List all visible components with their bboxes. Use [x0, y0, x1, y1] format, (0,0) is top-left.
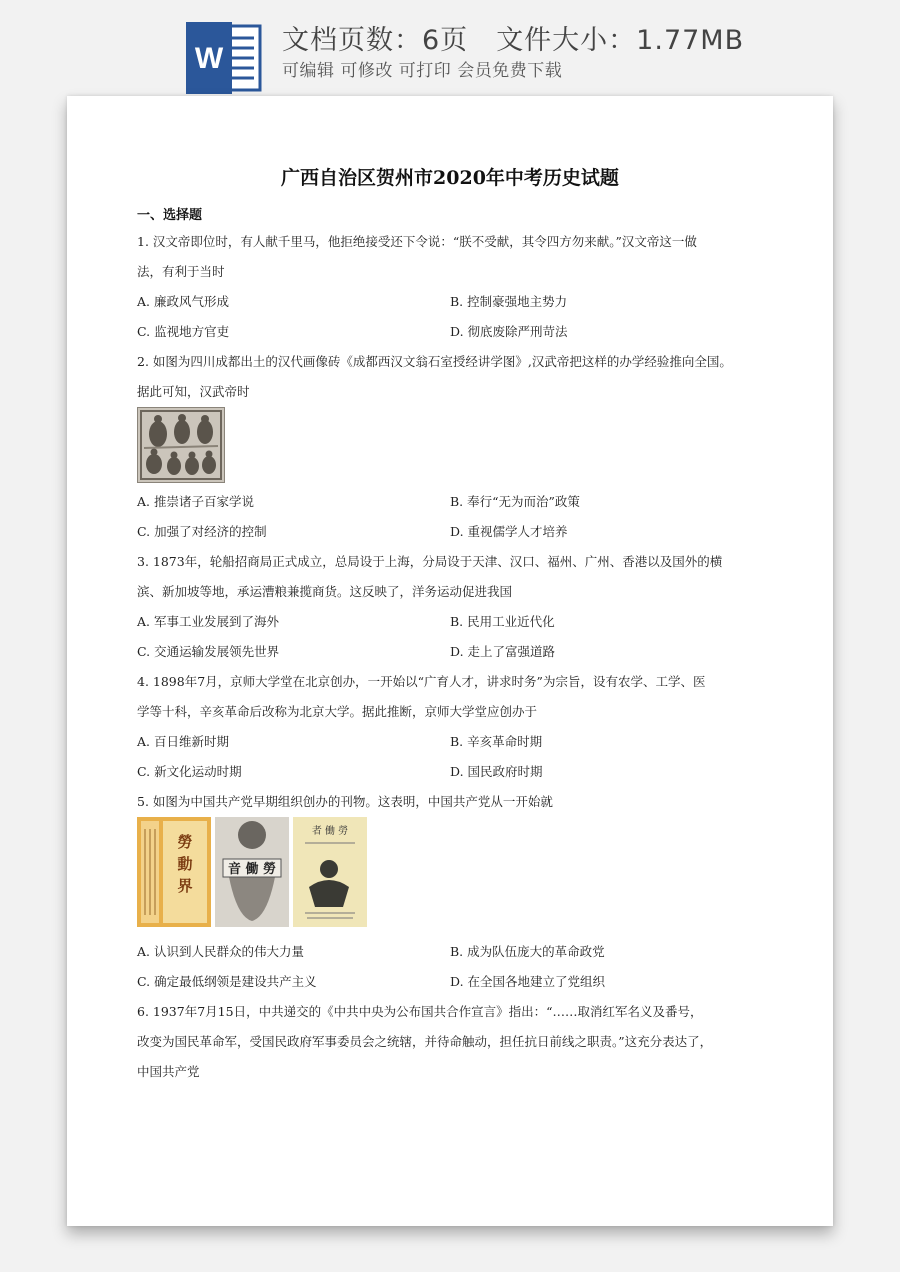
section-title: 一、选择题	[137, 208, 203, 223]
question-1-option-a: A. 廉政风气形成	[137, 294, 229, 309]
question-2-option-b: B. 奉行“无为而治”政策	[450, 494, 580, 509]
question-3-option-a: A. 军事工业发展到了海外	[137, 614, 279, 629]
magazine-1-char-1: 勞	[177, 833, 193, 851]
question-6-line-2: 改变为国民革命军，受国民政府军事委员会之统辖，并待命触动，担任抗日前线之职责。”这充分表达了，	[137, 1034, 713, 1049]
question-2-line-1: 2. 如图为四川成都出土的汉代画像砖《成都西汉文翁石室授经讲学图》,汉武帝把这样的办学经验推向全国。	[137, 354, 732, 369]
file-size: 文件大小：1.77MB	[496, 25, 745, 56]
question-5-option-c: C. 确定最低纲领是建设共产主义	[137, 974, 317, 989]
question-4-line-1: 4. 1898年7月，京师大学堂在北京创办，一开始以“广育人才，讲求时务”为宗旨，设有农学、工学、医	[137, 674, 706, 689]
question-6-line-3: 中国共产党	[137, 1064, 200, 1079]
magazine-2-title: 音 働 勞	[227, 862, 277, 877]
question-6-line-1: 6. 1937年7月15日，中共递交的《中共中央为公布国共合作宣言》指出：“……取消红军名义及番号，	[137, 1004, 703, 1019]
document-page	[67, 96, 833, 1226]
question-3-option-d: D. 走上了富强道路	[450, 644, 556, 659]
question-1-option-b: B. 控制豪强地主势力	[450, 294, 568, 309]
magazine-1-char-3: 界	[177, 877, 193, 895]
page-count: 文档页数：6页	[282, 25, 469, 56]
question-2-option-a: A. 推崇诸子百家学说	[137, 494, 254, 509]
magazine-3-title: 者 働 勞	[311, 826, 349, 837]
question-1-line-1: 1. 汉文帝即位时，有人献千里马，他拒绝接受还下令说：“朕不受献，其令四方勿来献。”汉文帝这一做	[137, 234, 697, 249]
question-4-line-2: 学等十科，辛亥革命后改称为北京大学。据此推断，京师大学堂应创办于	[137, 704, 538, 719]
question-1-option-d: D. 彻底废除严刑苛法	[450, 324, 568, 339]
question-5-option-a: A. 认识到人民群众的伟大力量	[137, 944, 304, 959]
question-5-line-1: 5. 如图为中国共产党早期组织创办的刊物。这表明，中国共产党从一开始就	[137, 794, 553, 809]
question-2-option-d: D. 重视儒学人才培养	[450, 524, 568, 539]
file-info	[282, 18, 744, 57]
question-3-option-b: B. 民用工业近代化	[450, 614, 555, 629]
question-5-option-d: D. 在全国各地建立了党组织	[450, 974, 606, 989]
word-icon-letter: W	[194, 42, 224, 75]
question-4-option-a: A. 百日维新时期	[137, 734, 229, 749]
feature-list: 可编辑 可修改 可打印 会员免费下载	[282, 61, 563, 81]
download-banner	[0, 0, 900, 96]
word-icon	[186, 22, 264, 94]
question-2-line-2: 据此可知，汉武帝时	[137, 384, 250, 399]
question-3-line-1: 3. 1873年，轮船招商局正式成立，总局设于上海，分局设于天津、汉口、福州、广州、香港以及国外的横	[137, 554, 723, 569]
question-4-option-d: D. 国民政府时期	[450, 764, 543, 779]
question-4-option-b: B. 辛亥革命时期	[450, 734, 543, 749]
question-1-line-2: 法，有利于当时	[137, 264, 225, 279]
party-magazines-image	[137, 817, 367, 927]
question-5-option-b: B. 成为队伍庞大的革命政党	[450, 944, 605, 959]
question-1-option-c: C. 监视地方官吏	[137, 324, 230, 339]
question-4-option-c: C. 新文化运动时期	[137, 764, 242, 779]
question-2-option-c: C. 加强了对经济的控制	[137, 524, 267, 539]
magazine-1-char-2: 動	[177, 855, 193, 873]
question-3-option-c: C. 交通运输发展领先世界	[137, 644, 280, 659]
question-3-line-2: 滨、新加坡等地，承运漕粮兼揽商货。这反映了，洋务运动促进我国	[137, 584, 513, 599]
brick-relief-image	[137, 407, 225, 483]
document-title: 广西自治区贺州市2020年中考历史试题	[281, 167, 619, 189]
